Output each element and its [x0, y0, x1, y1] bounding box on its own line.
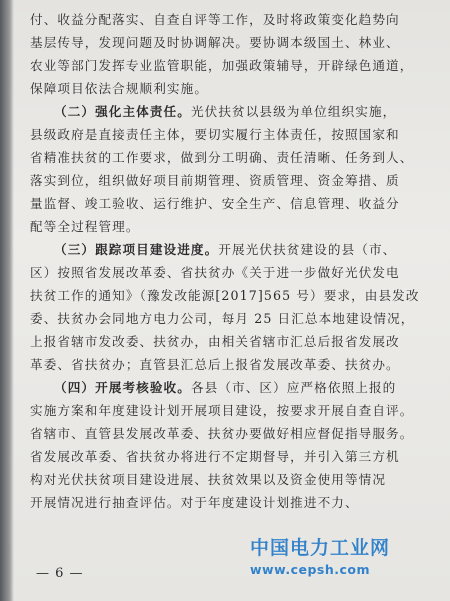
text-line [30, 491, 428, 514]
text-line [30, 54, 428, 77]
section-heading: （二）强化主体责任。 [54, 104, 191, 119]
line-text: 省精准扶贫的工作要求，做到分工明确、责任清晰、任务到人、 [30, 150, 414, 165]
line-text: 基层传导，发现问题及时协调解决。要协调本级国土、林业、 [30, 35, 400, 50]
text-line [30, 353, 428, 376]
document-body [30, 8, 428, 514]
line-text: 实施方案和年度建设计划开展项目建设，按要求开展自查自评。 [30, 403, 414, 418]
line-text: 配等全过程管理。 [30, 219, 140, 234]
line-text: 付、收益分配落实、自查自评等工作，及时将政策变化趋势向 [30, 12, 400, 27]
watermark-url: www.cepsh.com [250, 562, 371, 577]
line-text: 委、扶贫办会同地方电力公司，每月 25 日汇总本地建设情况， [30, 311, 415, 326]
page-edge-shadow [0, 0, 14, 601]
line-text: 革委、省扶贫办；直管县汇总后上报省发展改革委、扶贫办。 [30, 357, 400, 372]
text-line [30, 146, 428, 169]
text-line [30, 422, 428, 445]
line-text: 县级政府是直接责任主体，要切实履行主体责任，按照国家和 [30, 127, 400, 142]
text-line [30, 31, 428, 54]
page-number: — 6 — [36, 566, 84, 581]
site-watermark [250, 533, 390, 577]
line-text: 省发展改革委、省扶贫办将进行不定期督导，并引入第三方机 [30, 449, 400, 464]
line-text: 上报省辖市发改委、扶贫办，由相关省辖市汇总后报省发展改 [30, 334, 400, 349]
text-line [30, 77, 428, 100]
line-text: 光伏扶贫以县级为单位组织实施， [190, 104, 397, 119]
text-line [30, 399, 428, 422]
text-line [30, 100, 428, 123]
watermark-title: 中国电力工业网 [250, 537, 391, 559]
text-line [30, 376, 428, 399]
text-line [30, 215, 428, 238]
text-line [30, 284, 428, 307]
text-line [30, 8, 428, 31]
line-text: 扶贫工作的通知》（豫发改能源[2017]565 号）要求，由县发改 [30, 288, 420, 303]
line-text: 农业等部门发挥专业监管职能，加强政策辅导，开辟绿色通道， [30, 58, 414, 73]
section-heading: （四）开展考核验收。 [54, 380, 191, 395]
line-text: 各县（市、区）应严格依照上报的 [190, 380, 397, 395]
line-text: 区）按照省发展改革委、省扶贫办《关于进一步做好光伏发电 [30, 265, 400, 280]
text-line [30, 261, 428, 284]
text-line [30, 330, 428, 353]
line-text: 落实到位，组织做好项目前期管理、资质管理、资金筹措、质 [30, 173, 400, 188]
line-text: 开展光伏扶贫建设的县（市、 [218, 242, 397, 257]
text-line [30, 123, 428, 146]
line-text: 开展情况进行抽查评估。对于年度建设计划推进不力、 [30, 495, 359, 510]
text-line [30, 307, 428, 330]
text-line [30, 238, 428, 261]
text-line [30, 445, 428, 468]
text-line [30, 192, 428, 215]
line-text: 构对光伏扶贫项目建设进展、扶贫效果以及资金使用等情况 [30, 472, 387, 487]
line-text: 量监督、竣工验收、运行维护、安全生产、信息管理、收益分 [30, 196, 400, 211]
line-text: 省辖市、直管县发展改革委、扶贫办要做好相应督促指导服务。 [30, 426, 414, 441]
section-heading: （三）跟踪项目建设进度。 [54, 242, 219, 257]
line-text: 保障项目依法合规顺利实施。 [30, 81, 209, 96]
text-line [30, 468, 428, 491]
text-line [30, 169, 428, 192]
